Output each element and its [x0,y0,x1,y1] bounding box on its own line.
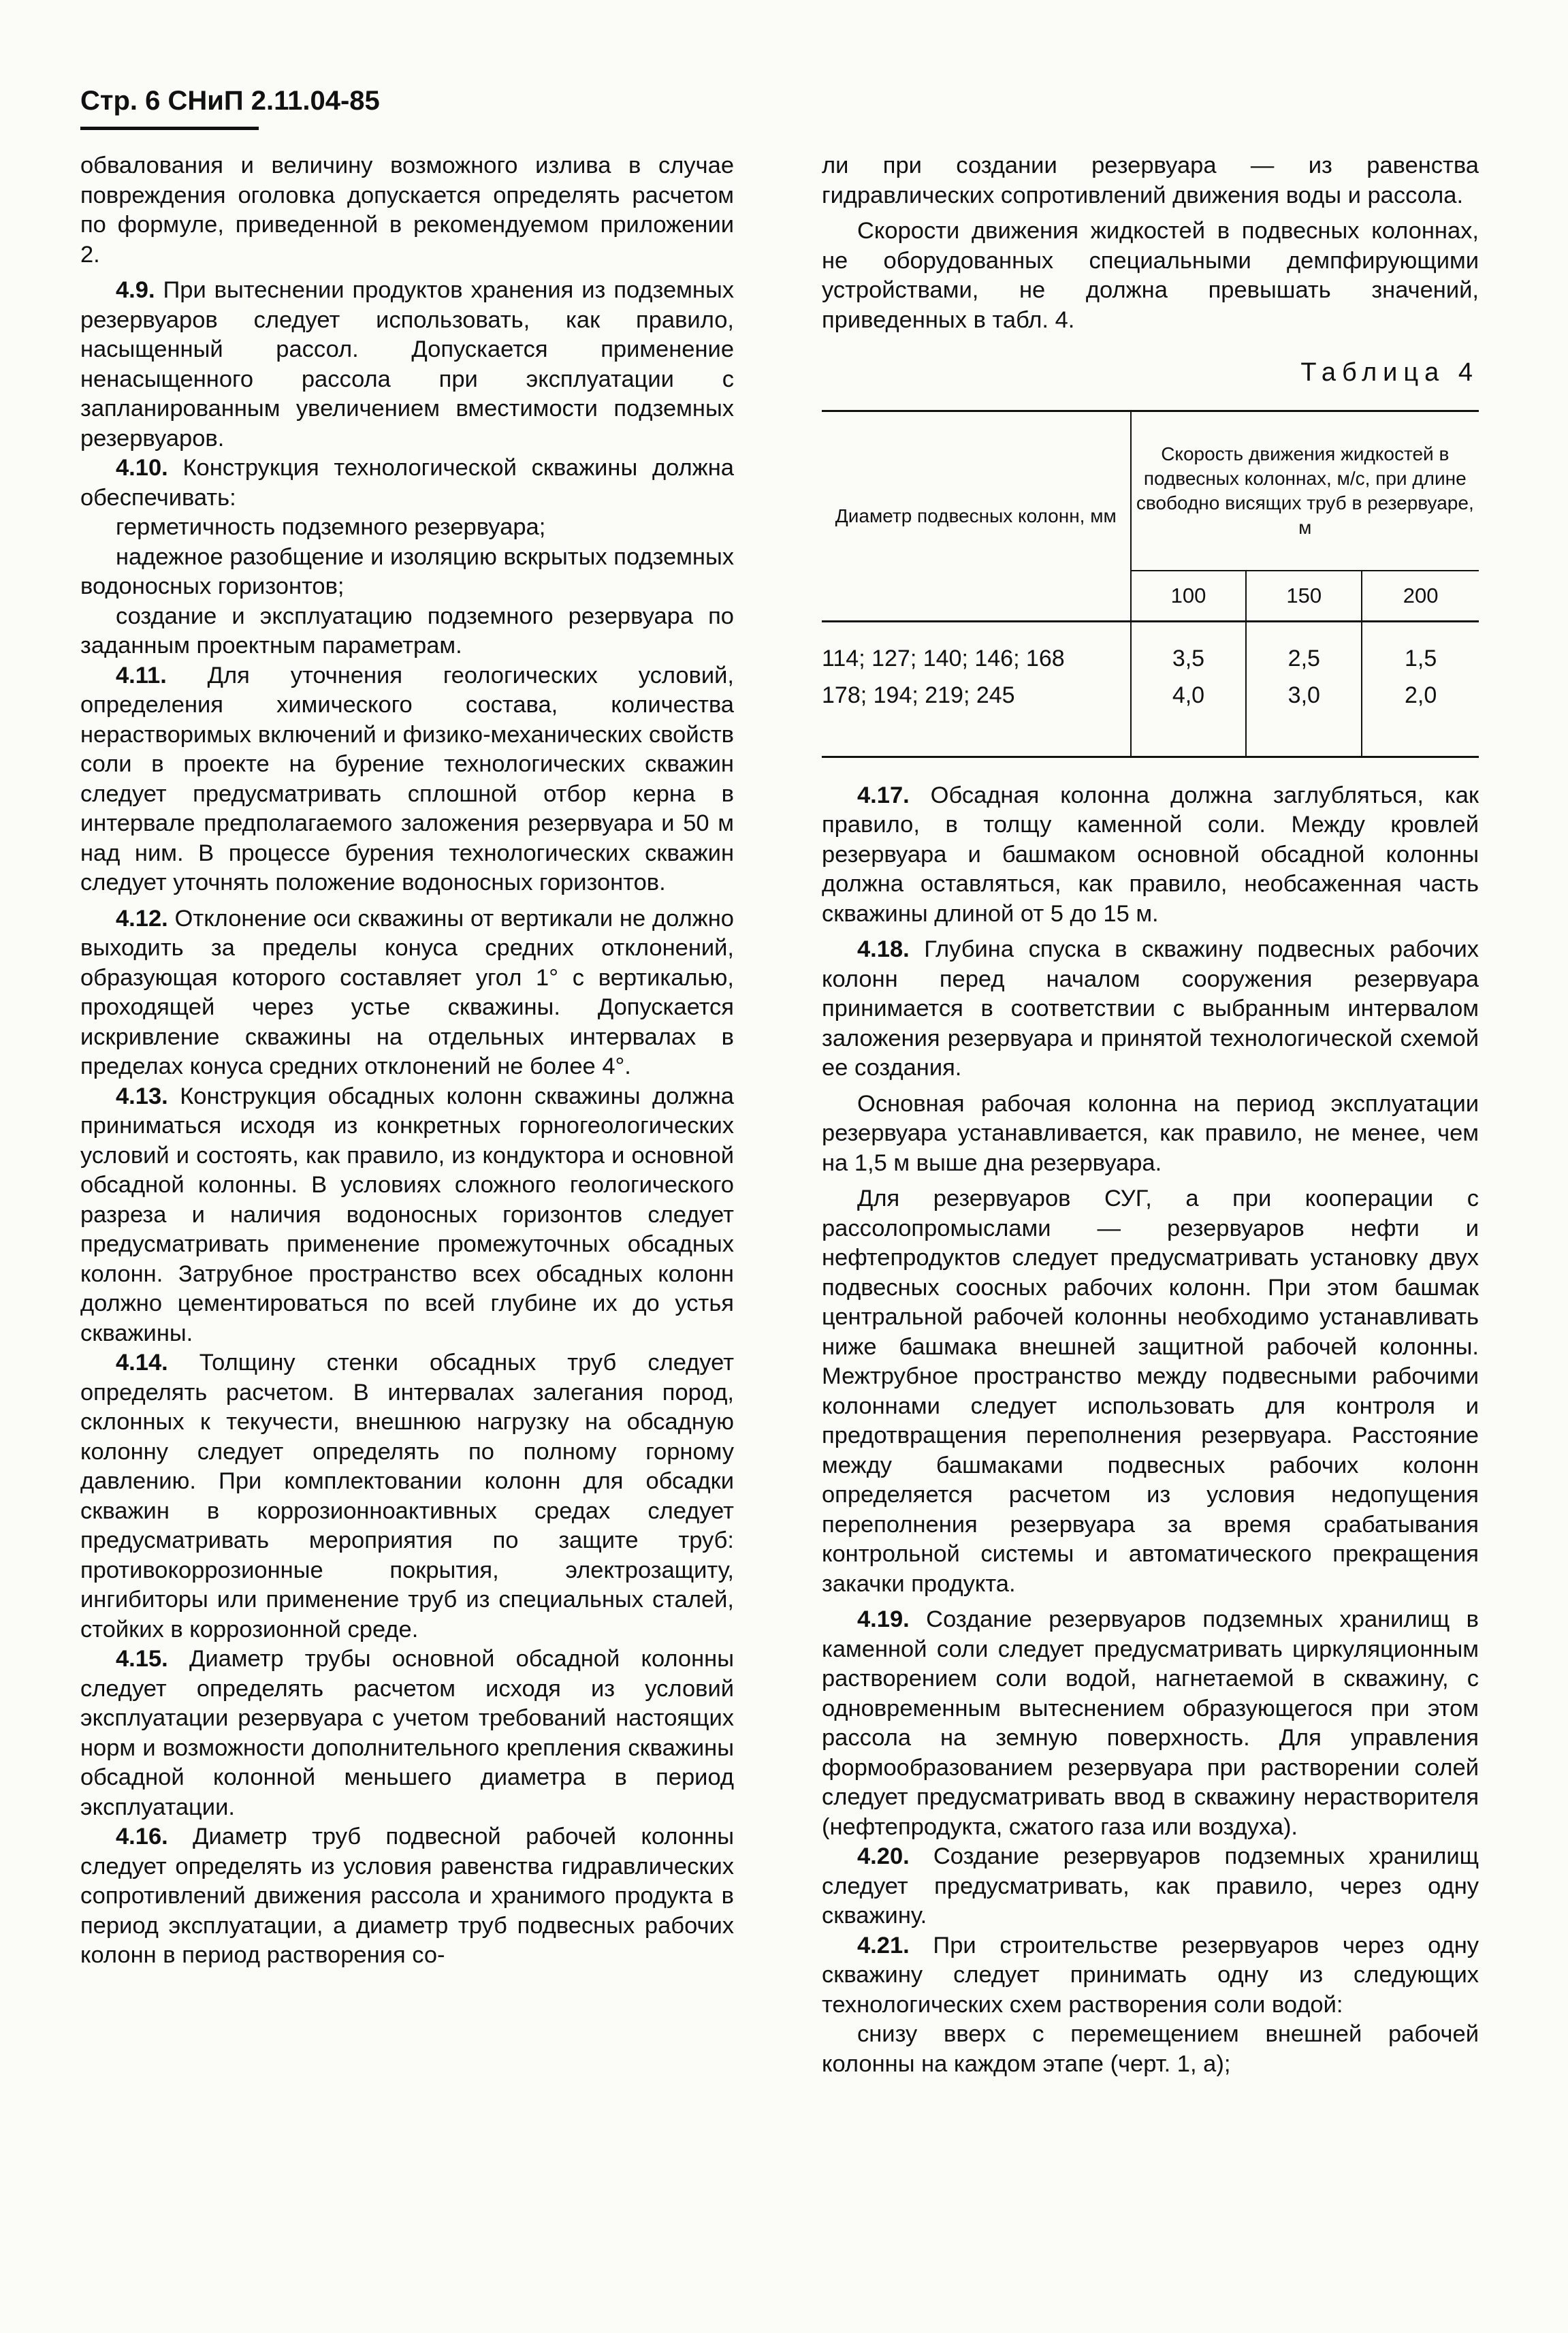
paragraph-4-12: 4.12. Отклонение оси скважины от вертикали не должно выходить за пределы конуса средних отклонений, образующая которого составляет угол 1° с вертикалью, проходящей через устье скважины. Допускается искривление скважины на отдельных интервалах в пределах конуса средних отклонений не более 4°. [80,905,734,1079]
paragraph-4-17: 4.17. Обсадная колонна должна заглубляться, как правило, в толщу каменной соли. Между кровлей резервуара и башмаком основной обсадной колонны должна оставляться, как правило, необсаженная часть скважины длиной от 5 до 15 м. [822,782,1479,927]
table-caption: Таблица 4 [1300,358,1479,387]
paragraph: Скорости движения жидкостей в подвесных колоннах, не оборудованных специальными демпфирующими устройствами, не должна превышать значений, приведенных в табл. 4. [822,218,1479,333]
paragraph: Основная рабочая колонна на период эксплуатации резервуара устанавливается, как правило, не менее, чем на 1,5 м выше дна резервуара. [822,1090,1479,1176]
left-column [80,151,734,1971]
table-cell: 1,5 [1404,645,1437,671]
table-cell: 3,5 [1172,645,1205,671]
velocity-table [822,410,1479,758]
list-item: снизу вверх с перемещением внешней рабочей колонны на каждом этапе (черт. 1, а); [822,2021,1479,2077]
paragraph: Для резервуаров СУГ, а при кооперации с рассолопромыслами — резервуаров нефти и нефтепродуктов следует предусматривать установку двух подвесных соосных рабочих колонн. При этом башмак центральной рабочей колонны необходимо устанавливать ниже башмака внешней защитной рабочей колонны. Межтрубное пространство между подвесными рабочими колоннами следует использовать для контроля и предотвращения переполнения резервуара. Расстояние между башмаками подвесных рабочих колонн определяется расчетом из условия недопущения переполнения резервуара за время срабатывания контрольной системы и автоматического прекращения закачки продукта. [822,1186,1479,1597]
list-item: надежное разобщение и изоляцию вскрытых подземных водоносных горизонтов; [80,543,734,599]
table-row [822,621,1479,726]
table-cell: 4,0 [1172,682,1205,708]
paragraph-4-11: 4.11. Для уточнения геологических условий, определения химического состава, количества нерастворимых включений и физико-механических свойств соли в проекте на бурение технологических скважин следует предусматривать сплошной отбор керна в интервале предполагаемого заложения резервуара и 50 м над ним. В процессе бурения технологических скважин следует уточнять положение водоносных горизонтов. [80,662,734,895]
table-cell: 3,0 [1287,682,1320,708]
table-cell: 2,5 [1287,645,1320,671]
table-subheader: 150 [1246,571,1362,622]
table-subheader: 100 [1131,571,1247,622]
page-header: Стр. 6 СНиП 2.11.04-85 [80,86,380,116]
table-subheader: 200 [1362,571,1479,622]
paragraph-4-16: 4.16. Диаметр труб подвесной рабочей колонны следует определять из условия равенства гидравлических сопротивлений движения рассола и хранимого продукта в период эксплуатации, а диаметр труб подвесных рабочих колонн в период растворения со- [80,1824,734,1968]
paragraph-4-15: 4.15. Диаметр трубы основной обсадной колонны следует определять расчетом исходя из условий эксплуатации резервуара с учетом требований настоящих норм и возможности дополнительного крепления скважины обсадной колонной меньшего диаметра в период эксплуатации. [80,1646,734,1820]
header-underline [80,127,259,130]
paragraph-4-14: 4.14. Толщину стенки обсадных труб следует определять расчетом. В интервалах залегания пород, склонных к текучести, внешнюю нагрузку на обсадную колонну следует определять по полному горному давлению. При комплектовании колонн для обсадки скважин в коррозионноактивных средах следует предусматривать мероприятия по защите труб: противокоррозионные покрытия, электрозащиту, ингибиторы или применение труб из специальных сталей, стойких в коррозионной среде. [80,1350,734,1642]
paragraph-4-9: 4.9. При вытеснении продуктов хранения из подземных резервуаров следует использовать, как правило, насыщенный рассол. Допускается применение ненасыщенного рассола при эксплуатации с запланированным увеличением вместимости подземных резервуаров. [80,277,734,451]
paragraph-4-18: 4.18. Глубина спуска в скважину подвесных рабочих колонн перед началом сооружения резервуара принимается в соответствии с выбранным интервалом заложения резервуара и принятой технологической схемой ее создания. [822,936,1479,1081]
paragraph-4-19: 4.19. Создание резервуаров подземных хранилищ в каменной соли следует предусматривать циркуляционным растворением соли водой, нагнетаемой в скважину, с одновременным вытеснением образующегося при этом рассола на земную поверхность. Для управления формообразованием резервуара при растворении солей следует предусматривать ввод в скважину нерастворителя (нефтепродукта, сжатого газа или воздуха). [822,1606,1479,1840]
table-cell: 2,0 [1404,682,1437,708]
paragraph-4-20: 4.20. Создание резервуаров подземных хранилищ следует предусматривать, как правило, через одну скважину. [822,1843,1479,1929]
paragraph-4-13: 4.13. Конструкция обсадных колонн скважины должна приниматься исходя из конкретных горногеологических условий и состоять, как правило, из кондуктора и основной обсадной колонны. В условиях сложного геологического разреза и наличия водоносных горизонтов следует предусматривать применение промежуточных обсадных колонн. Затрубное пространство всех обсадных колонн должно цементироваться по всей глубине их до устья скважины. [80,1083,734,1346]
table-header-velocity: Скорость движения жидкостей в подвесных колоннах, м/с, при длине свободно висящих труб в резервуаре, м [1131,411,1479,571]
list-item: герметичность подземного резервуара; [116,514,546,540]
table-cell: 178; 194; 219; 245 [822,682,1015,708]
paragraph: ли при создании резервуара — из равенства гидравлических сопротивлений движения воды и рассола. [822,153,1479,208]
paragraph-4-10: 4.10. Конструкция технологической скважины должна обеспечивать: [80,455,734,511]
right-column [822,151,1479,2079]
table-cell: 114; 127; 140; 146; 168 [822,645,1065,671]
paragraph: обвалования и величину возможного излива в случае повреждения оголовка допускается определять расчетом по формуле, приведенной в рекомендуемом приложении 2. [80,153,734,268]
paragraph-4-21: 4.21. При строительстве резервуаров через одну скважину следует принимать одну из следующих технологических схем растворения соли водой: [822,1932,1479,2018]
table-header-diameter: Диаметр подвесных колонн, мм [822,411,1131,621]
list-item: создание и эксплуатацию подземного резервуара по заданным проектным параметрам. [80,603,734,658]
